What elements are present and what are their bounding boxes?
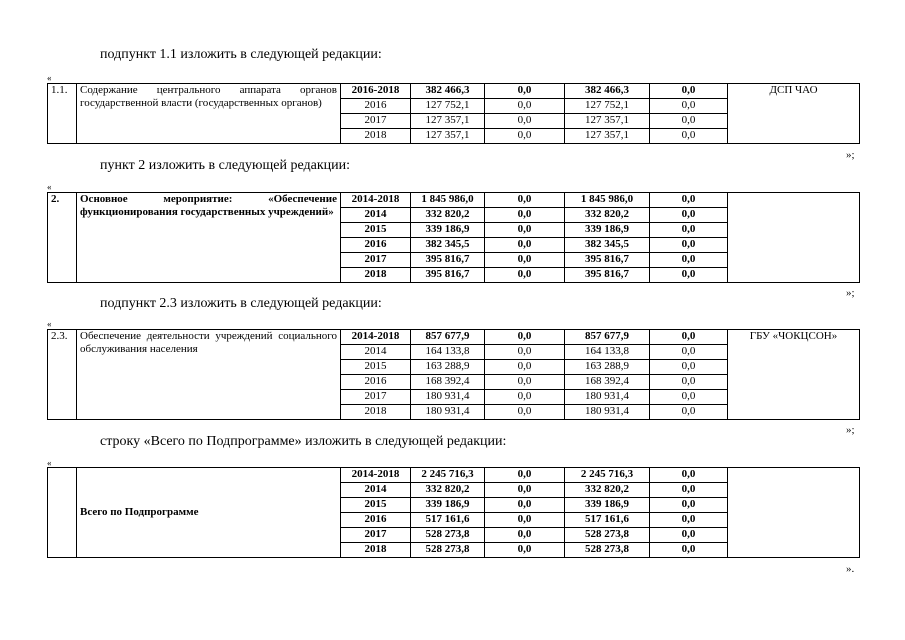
amount-cell-4: 0,0 — [650, 238, 728, 253]
total-amount-cell: 339 186,9 — [411, 223, 485, 238]
total-amount-cell: 127 357,1 — [411, 114, 485, 129]
amount-cell-3: 2 245 716,3 — [565, 468, 650, 483]
amount-cell-4: 0,0 — [650, 405, 728, 420]
amount-cell-3: 180 931,4 — [565, 405, 650, 420]
period-cell: 2018 — [341, 129, 411, 144]
total-amount-cell: 164 133,8 — [411, 345, 485, 360]
item-number — [48, 468, 77, 558]
table-row — [48, 193, 860, 208]
opening-quote: « — [47, 458, 52, 468]
amount-cell-3: 528 273,8 — [565, 543, 650, 558]
item-name: Содержание центрального аппарата органов государственной власти (государственных органов) — [77, 84, 341, 144]
amount-cell-4: 0,0 — [650, 483, 728, 498]
period-cell: 2016 — [341, 375, 411, 390]
total-amount-cell: 382 466,3 — [411, 84, 485, 99]
amendment-table — [47, 329, 860, 420]
period-cell: 2018 — [341, 405, 411, 420]
amount-cell-2: 0,0 — [485, 375, 565, 390]
amount-cell-3: 127 752,1 — [565, 99, 650, 114]
amount-cell-2: 0,0 — [485, 223, 565, 238]
amount-cell-2: 0,0 — [485, 99, 565, 114]
amount-cell-2: 0,0 — [485, 330, 565, 345]
amount-cell-4: 0,0 — [650, 360, 728, 375]
total-amount-cell: 163 288,9 — [411, 360, 485, 375]
amount-cell-2: 0,0 — [485, 253, 565, 268]
period-cell: 2017 — [341, 114, 411, 129]
total-amount-cell: 332 820,2 — [411, 208, 485, 223]
amount-cell-4: 0,0 — [650, 193, 728, 208]
amount-cell-3: 517 161,6 — [565, 513, 650, 528]
amendment-table — [47, 467, 860, 558]
amendment-instruction: подпункт 2.3 изложить в следующей редакции: — [100, 296, 382, 311]
total-amount-cell: 395 816,7 — [411, 253, 485, 268]
amount-cell-4: 0,0 — [650, 84, 728, 99]
period-cell: 2015 — [341, 360, 411, 375]
executor-cell: ДСП ЧАО — [728, 84, 860, 144]
amount-cell-3: 164 133,8 — [565, 345, 650, 360]
amount-cell-4: 0,0 — [650, 390, 728, 405]
amount-cell-2: 0,0 — [485, 238, 565, 253]
amount-cell-4: 0,0 — [650, 268, 728, 283]
period-cell: 2015 — [341, 223, 411, 238]
amount-cell-2: 0,0 — [485, 468, 565, 483]
closing-quote: »; — [846, 424, 855, 436]
amount-cell-4: 0,0 — [650, 498, 728, 513]
period-cell: 2016 — [341, 238, 411, 253]
closing-quote: »; — [846, 149, 855, 161]
amount-cell-2: 0,0 — [485, 84, 565, 99]
total-amount-cell: 127 752,1 — [411, 99, 485, 114]
item-number: 2.3. — [48, 330, 77, 420]
amount-cell-3: 339 186,9 — [565, 223, 650, 238]
period-cell: 2014 — [341, 208, 411, 223]
amount-cell-3: 332 820,2 — [565, 483, 650, 498]
amendment-instruction: пункт 2 изложить в следующей редакции: — [100, 158, 350, 173]
executor-cell: ГБУ «ЧОКЦСОН» — [728, 330, 860, 420]
amount-cell-3: 339 186,9 — [565, 498, 650, 513]
amount-cell-3: 127 357,1 — [565, 114, 650, 129]
period-cell: 2016 — [341, 99, 411, 114]
amount-cell-4: 0,0 — [650, 375, 728, 390]
amount-cell-2: 0,0 — [485, 405, 565, 420]
period-cell: 2016 — [341, 513, 411, 528]
amount-cell-3: 382 345,5 — [565, 238, 650, 253]
amount-cell-4: 0,0 — [650, 208, 728, 223]
total-amount-cell: 857 677,9 — [411, 330, 485, 345]
total-amount-cell: 180 931,4 — [411, 405, 485, 420]
amount-cell-2: 0,0 — [485, 483, 565, 498]
total-amount-cell: 528 273,8 — [411, 528, 485, 543]
amount-cell-2: 0,0 — [485, 208, 565, 223]
opening-quote: « — [47, 319, 52, 329]
amendment-instruction: строку «Всего по Подпрограмме» изложить в следующей редакции: — [100, 434, 507, 449]
total-amount-cell: 395 816,7 — [411, 268, 485, 283]
amount-cell-3: 168 392,4 — [565, 375, 650, 390]
amount-cell-4: 0,0 — [650, 129, 728, 144]
amount-cell-2: 0,0 — [485, 114, 565, 129]
opening-quote: « — [47, 182, 52, 192]
amount-cell-2: 0,0 — [485, 360, 565, 375]
period-cell: 2014-2018 — [341, 468, 411, 483]
amount-cell-3: 1 845 986,0 — [565, 193, 650, 208]
period-cell: 2016-2018 — [341, 84, 411, 99]
amount-cell-4: 0,0 — [650, 223, 728, 238]
amount-cell-3: 332 820,2 — [565, 208, 650, 223]
amount-cell-4: 0,0 — [650, 114, 728, 129]
executor-cell — [728, 468, 860, 558]
period-cell: 2017 — [341, 253, 411, 268]
total-amount-cell: 127 357,1 — [411, 129, 485, 144]
total-amount-cell: 180 931,4 — [411, 390, 485, 405]
period-cell: 2018 — [341, 543, 411, 558]
closing-quote: ». — [846, 563, 855, 575]
amount-cell-3: 395 816,7 — [565, 253, 650, 268]
period-cell: 2017 — [341, 528, 411, 543]
table-row — [48, 330, 860, 345]
total-amount-cell: 2 245 716,3 — [411, 468, 485, 483]
amount-cell-2: 0,0 — [485, 345, 565, 360]
period-cell: 2014-2018 — [341, 193, 411, 208]
period-cell: 2015 — [341, 498, 411, 513]
amount-cell-4: 0,0 — [650, 99, 728, 114]
period-cell: 2014-2018 — [341, 330, 411, 345]
amendment-table — [47, 83, 860, 144]
total-amount-cell: 517 161,6 — [411, 513, 485, 528]
total-amount-cell: 382 345,5 — [411, 238, 485, 253]
total-amount-cell: 339 186,9 — [411, 498, 485, 513]
amendment-instruction: подпункт 1.1 изложить в следующей редакции: — [100, 47, 382, 62]
amount-cell-2: 0,0 — [485, 390, 565, 405]
amount-cell-2: 0,0 — [485, 268, 565, 283]
amount-cell-2: 0,0 — [485, 543, 565, 558]
total-amount-cell: 528 273,8 — [411, 543, 485, 558]
amount-cell-4: 0,0 — [650, 468, 728, 483]
amount-cell-2: 0,0 — [485, 513, 565, 528]
period-cell: 2014 — [341, 345, 411, 360]
item-name: Обеспечение деятельности учреждений социального обслуживания населения — [77, 330, 341, 420]
amount-cell-3: 528 273,8 — [565, 528, 650, 543]
period-cell: 2017 — [341, 390, 411, 405]
total-amount-cell: 332 820,2 — [411, 483, 485, 498]
item-name: Всего по Подпрограмме — [77, 468, 341, 558]
amount-cell-3: 382 466,3 — [565, 84, 650, 99]
amount-cell-3: 395 816,7 — [565, 268, 650, 283]
amount-cell-2: 0,0 — [485, 193, 565, 208]
executor-cell — [728, 193, 860, 283]
total-amount-cell: 168 392,4 — [411, 375, 485, 390]
amount-cell-2: 0,0 — [485, 498, 565, 513]
amount-cell-4: 0,0 — [650, 345, 728, 360]
amount-cell-4: 0,0 — [650, 513, 728, 528]
amount-cell-2: 0,0 — [485, 129, 565, 144]
amount-cell-2: 0,0 — [485, 528, 565, 543]
item-number: 1.1. — [48, 84, 77, 144]
table-row — [48, 468, 860, 483]
item-name: Основное мероприятие: «Обеспечение функционирования государственных учреждений» — [77, 193, 341, 283]
amount-cell-3: 127 357,1 — [565, 129, 650, 144]
period-cell: 2018 — [341, 268, 411, 283]
amount-cell-4: 0,0 — [650, 528, 728, 543]
table-row — [48, 84, 860, 99]
period-cell: 2014 — [341, 483, 411, 498]
amount-cell-3: 163 288,9 — [565, 360, 650, 375]
item-number: 2. — [48, 193, 77, 283]
opening-quote: « — [47, 73, 52, 83]
amendment-table — [47, 192, 860, 283]
amount-cell-4: 0,0 — [650, 543, 728, 558]
closing-quote: »; — [846, 287, 855, 299]
amount-cell-4: 0,0 — [650, 253, 728, 268]
amount-cell-3: 180 931,4 — [565, 390, 650, 405]
amount-cell-4: 0,0 — [650, 330, 728, 345]
total-amount-cell: 1 845 986,0 — [411, 193, 485, 208]
amount-cell-3: 857 677,9 — [565, 330, 650, 345]
